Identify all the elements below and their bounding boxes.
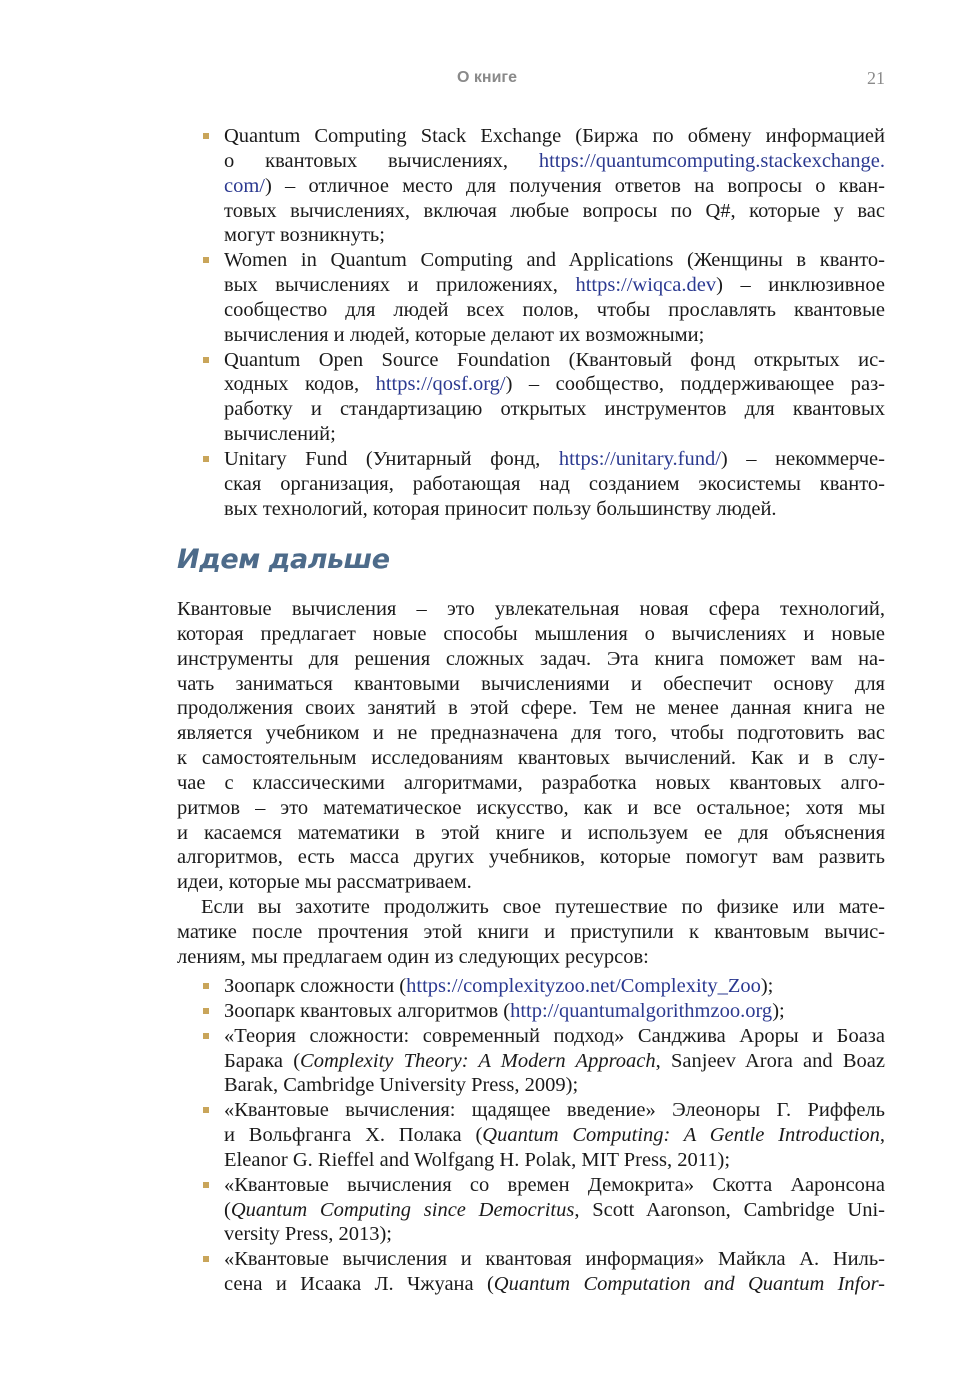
text-run: сена и Исаака Л. Чжуана ( xyxy=(224,1273,494,1296)
square-bullet-icon xyxy=(203,1008,209,1014)
text-line xyxy=(224,974,885,999)
text-run: Барака ( xyxy=(224,1049,301,1072)
text-run: к самостоятельным исследованиям квантовых вычислений. Как и в слу- xyxy=(177,747,885,770)
text-line xyxy=(224,1049,885,1074)
text-run: матике после прочтения этой книги и приступили к квантовым вычис- xyxy=(177,920,885,943)
section-heading: Идем дальше xyxy=(177,544,390,575)
text-run: ская организация, работающая над созданием экосистемы кванто- xyxy=(224,472,885,495)
url-link[interactable]: https://unitary.fund/ xyxy=(558,447,721,470)
text-run: Квантовые вычисления – это увлекательная новая сфера технологий, xyxy=(177,598,885,620)
text-run: ); xyxy=(760,975,774,997)
text-line xyxy=(224,372,885,397)
text-run: Unitary Fund (Унитарный фонд, xyxy=(224,447,559,470)
list-item xyxy=(177,447,885,522)
text-line xyxy=(224,497,885,522)
resource-list-books xyxy=(177,974,885,1297)
text-line xyxy=(224,124,885,149)
text-run: чае с классическими алгоритмами, разработка новых квантовых алго- xyxy=(177,771,885,794)
text-run: инструменты для решения сложных задач. Эта книга поможет вам на- xyxy=(177,647,885,670)
square-bullet-icon xyxy=(203,1033,209,1039)
text-run: алгоритмов, есть масса других учебников, которые помогут вам развить xyxy=(177,846,885,869)
text-line xyxy=(224,174,885,199)
text-run: является учебником и не предназначена для того, чтобы подготовить вас xyxy=(177,722,885,745)
text-line xyxy=(224,447,885,472)
text-run: versity Press, 2013); xyxy=(224,1223,392,1246)
list-item xyxy=(177,1098,885,1173)
list-item xyxy=(177,1173,885,1248)
text-run: , Scott Aaronson, Cambridge Uni- xyxy=(574,1198,885,1221)
text-run: ) – отличное место для получения ответов на вопросы о кван- xyxy=(265,174,885,197)
text-run: «Квантовые вычисления и квантовая информация» Майкла А. Ниль- xyxy=(224,1248,885,1271)
square-bullet-icon xyxy=(203,456,209,462)
italic-title: Complexity Theory: A Modern Approach xyxy=(300,1049,656,1072)
text-run: ритмов – это математическое искусство, как и все остальное; хотя мы xyxy=(177,796,885,819)
text-line xyxy=(224,223,885,248)
paragraph xyxy=(177,895,885,970)
list-item xyxy=(177,348,885,447)
url-link[interactable]: https://wiqca.dev xyxy=(575,274,717,297)
text-run: вычисления и людей, которые делают их возможными; xyxy=(224,323,705,346)
text-line xyxy=(177,796,885,821)
text-line xyxy=(224,1024,885,1049)
text-line xyxy=(224,1198,885,1223)
text-line xyxy=(177,746,885,771)
text-line xyxy=(224,1148,885,1173)
resource-list-communities xyxy=(177,124,885,522)
square-bullet-icon xyxy=(203,1107,209,1113)
text-line xyxy=(177,696,885,721)
text-line xyxy=(224,298,885,323)
text-line xyxy=(224,1272,885,1297)
text-line xyxy=(224,422,885,447)
text-line xyxy=(177,622,885,647)
url-link[interactable]: http://quantumalgorithmzoo.org xyxy=(510,999,773,1022)
text-line xyxy=(177,821,885,846)
text-run: товых вычислениях, включая любые вопросы по Q#, которые у вас xyxy=(224,199,885,222)
text-line xyxy=(224,1173,885,1198)
text-run: вых технологий, которая приносит пользу большинству людей. xyxy=(224,497,777,520)
text-run: ) – инклюзивное xyxy=(716,274,885,297)
text-line xyxy=(224,248,885,273)
text-line xyxy=(177,672,885,697)
text-run: , Sanjeev Arora and Boaz xyxy=(655,1049,885,1072)
text-line xyxy=(224,199,885,224)
text-run: ( xyxy=(224,1198,231,1221)
square-bullet-icon xyxy=(203,1182,209,1188)
text-run: Quantum Open Source Foundation (Квантовый фонд открытых ис- xyxy=(224,348,885,371)
text-run: «Квантовые вычисления со времен Демокрита» Скотта Ааронсона xyxy=(224,1173,885,1196)
text-run: которая предлагает новые способы мышления о вычислениях и новые xyxy=(177,622,885,645)
text-line xyxy=(224,1247,885,1272)
text-line xyxy=(224,472,885,497)
text-line xyxy=(224,348,885,373)
text-line xyxy=(224,1222,885,1247)
text-run: продолжения своих занятий в этой сфере. Тем не менее данная книга не xyxy=(177,697,885,720)
running-header-title: О книге xyxy=(457,69,517,86)
text-line xyxy=(224,1073,885,1098)
square-bullet-icon xyxy=(203,257,209,263)
text-run: Зоопарк квантовых алгоритмов ( xyxy=(224,999,511,1022)
text-run: о квантовых вычислениях, xyxy=(224,149,539,172)
italic-title: Quantum Computing since Democritus xyxy=(230,1198,575,1221)
square-bullet-icon xyxy=(203,357,209,363)
url-link[interactable]: https://qosf.org/ xyxy=(375,373,506,396)
text-run: Если вы захотите продолжить свое путешествие по физике или мате- xyxy=(201,896,885,919)
italic-title: Quantum Computing: A Gentle Introduction xyxy=(482,1124,880,1147)
text-run: чать заниматься квантовыми вычислениями и обеспечит основу для xyxy=(177,672,885,695)
list-item xyxy=(177,248,885,347)
text-run: Зоопарк сложности ( xyxy=(224,975,407,997)
text-run: и Вольфганга Х. Полака ( xyxy=(224,1124,483,1147)
list-item xyxy=(177,1024,885,1099)
list-item xyxy=(177,1247,885,1297)
list-item xyxy=(177,999,885,1024)
text-run: «Теория сложности: современный подход» Санджива Ароры и Боаза xyxy=(224,1024,885,1047)
text-run: ходных кодов, xyxy=(224,373,376,396)
text-run: Quantum Computing Stack Exchange (Биржа по обмену информацией xyxy=(224,125,885,147)
text-line xyxy=(177,920,885,945)
text-run: вычислений; xyxy=(224,423,336,446)
list-item xyxy=(177,124,885,248)
text-line xyxy=(224,397,885,422)
text-line xyxy=(177,895,885,920)
text-run: ); xyxy=(772,999,785,1022)
text-line xyxy=(177,845,885,870)
text-run: Barak, Cambridge University Press, 2009); xyxy=(224,1074,579,1097)
italic-title: Quantum Computation and Quantum Infor- xyxy=(493,1273,885,1296)
paragraph xyxy=(177,597,885,895)
text-run: сообщество для людей всех полов, чтобы прославлять квантовые xyxy=(224,298,885,321)
text-run: лениям, мы предлагаем один из следующих ресурсов: xyxy=(177,945,649,968)
text-line xyxy=(177,870,885,895)
text-line xyxy=(224,149,885,174)
list-item xyxy=(177,974,885,999)
page-number: 21 xyxy=(867,68,885,88)
square-bullet-icon xyxy=(203,1256,209,1262)
text-run: Women in Quantum Computing and Applications (Женщины в кванто- xyxy=(224,249,885,272)
url-link[interactable]: https://complexityzoo.net/Complexity_Zoo xyxy=(406,975,761,997)
text-run: ) – некоммерче- xyxy=(720,447,885,470)
text-run: и касаемся математики в этой книге и используем ее для объяснения xyxy=(177,821,885,844)
text-run: вых вычислениях и приложениях, xyxy=(224,274,576,297)
text-line xyxy=(224,1123,885,1148)
text-run: работку и стандартизацию открытых инструментов для квантовых xyxy=(224,398,885,421)
text-line xyxy=(177,647,885,672)
url-link[interactable]: https://quantumcomputing.stackexchange. xyxy=(538,149,885,172)
text-line xyxy=(177,597,885,622)
text-line xyxy=(177,945,885,970)
url-link[interactable]: com/ xyxy=(224,174,265,197)
text-line xyxy=(177,721,885,746)
text-line xyxy=(177,771,885,796)
text-line xyxy=(224,273,885,298)
text-run: идеи, которые мы рассматриваем. xyxy=(177,871,472,894)
square-bullet-icon xyxy=(203,133,209,139)
body-text xyxy=(177,597,885,970)
text-line xyxy=(224,999,885,1024)
text-run: могут возникнуть; xyxy=(224,224,385,247)
text-run: Eleanor G. Rieffel and Wolfgang H. Polak, MIT Press, 2011); xyxy=(224,1148,731,1171)
text-run: , xyxy=(879,1124,885,1147)
square-bullet-icon xyxy=(203,983,209,989)
text-run: ) – сообщество, поддерживающее раз- xyxy=(505,373,885,396)
text-run: «Квантовые вычисления: щадящее введение» Элеоноры Г. Риффель xyxy=(224,1099,885,1122)
text-line xyxy=(224,323,885,348)
text-line xyxy=(224,1098,885,1123)
